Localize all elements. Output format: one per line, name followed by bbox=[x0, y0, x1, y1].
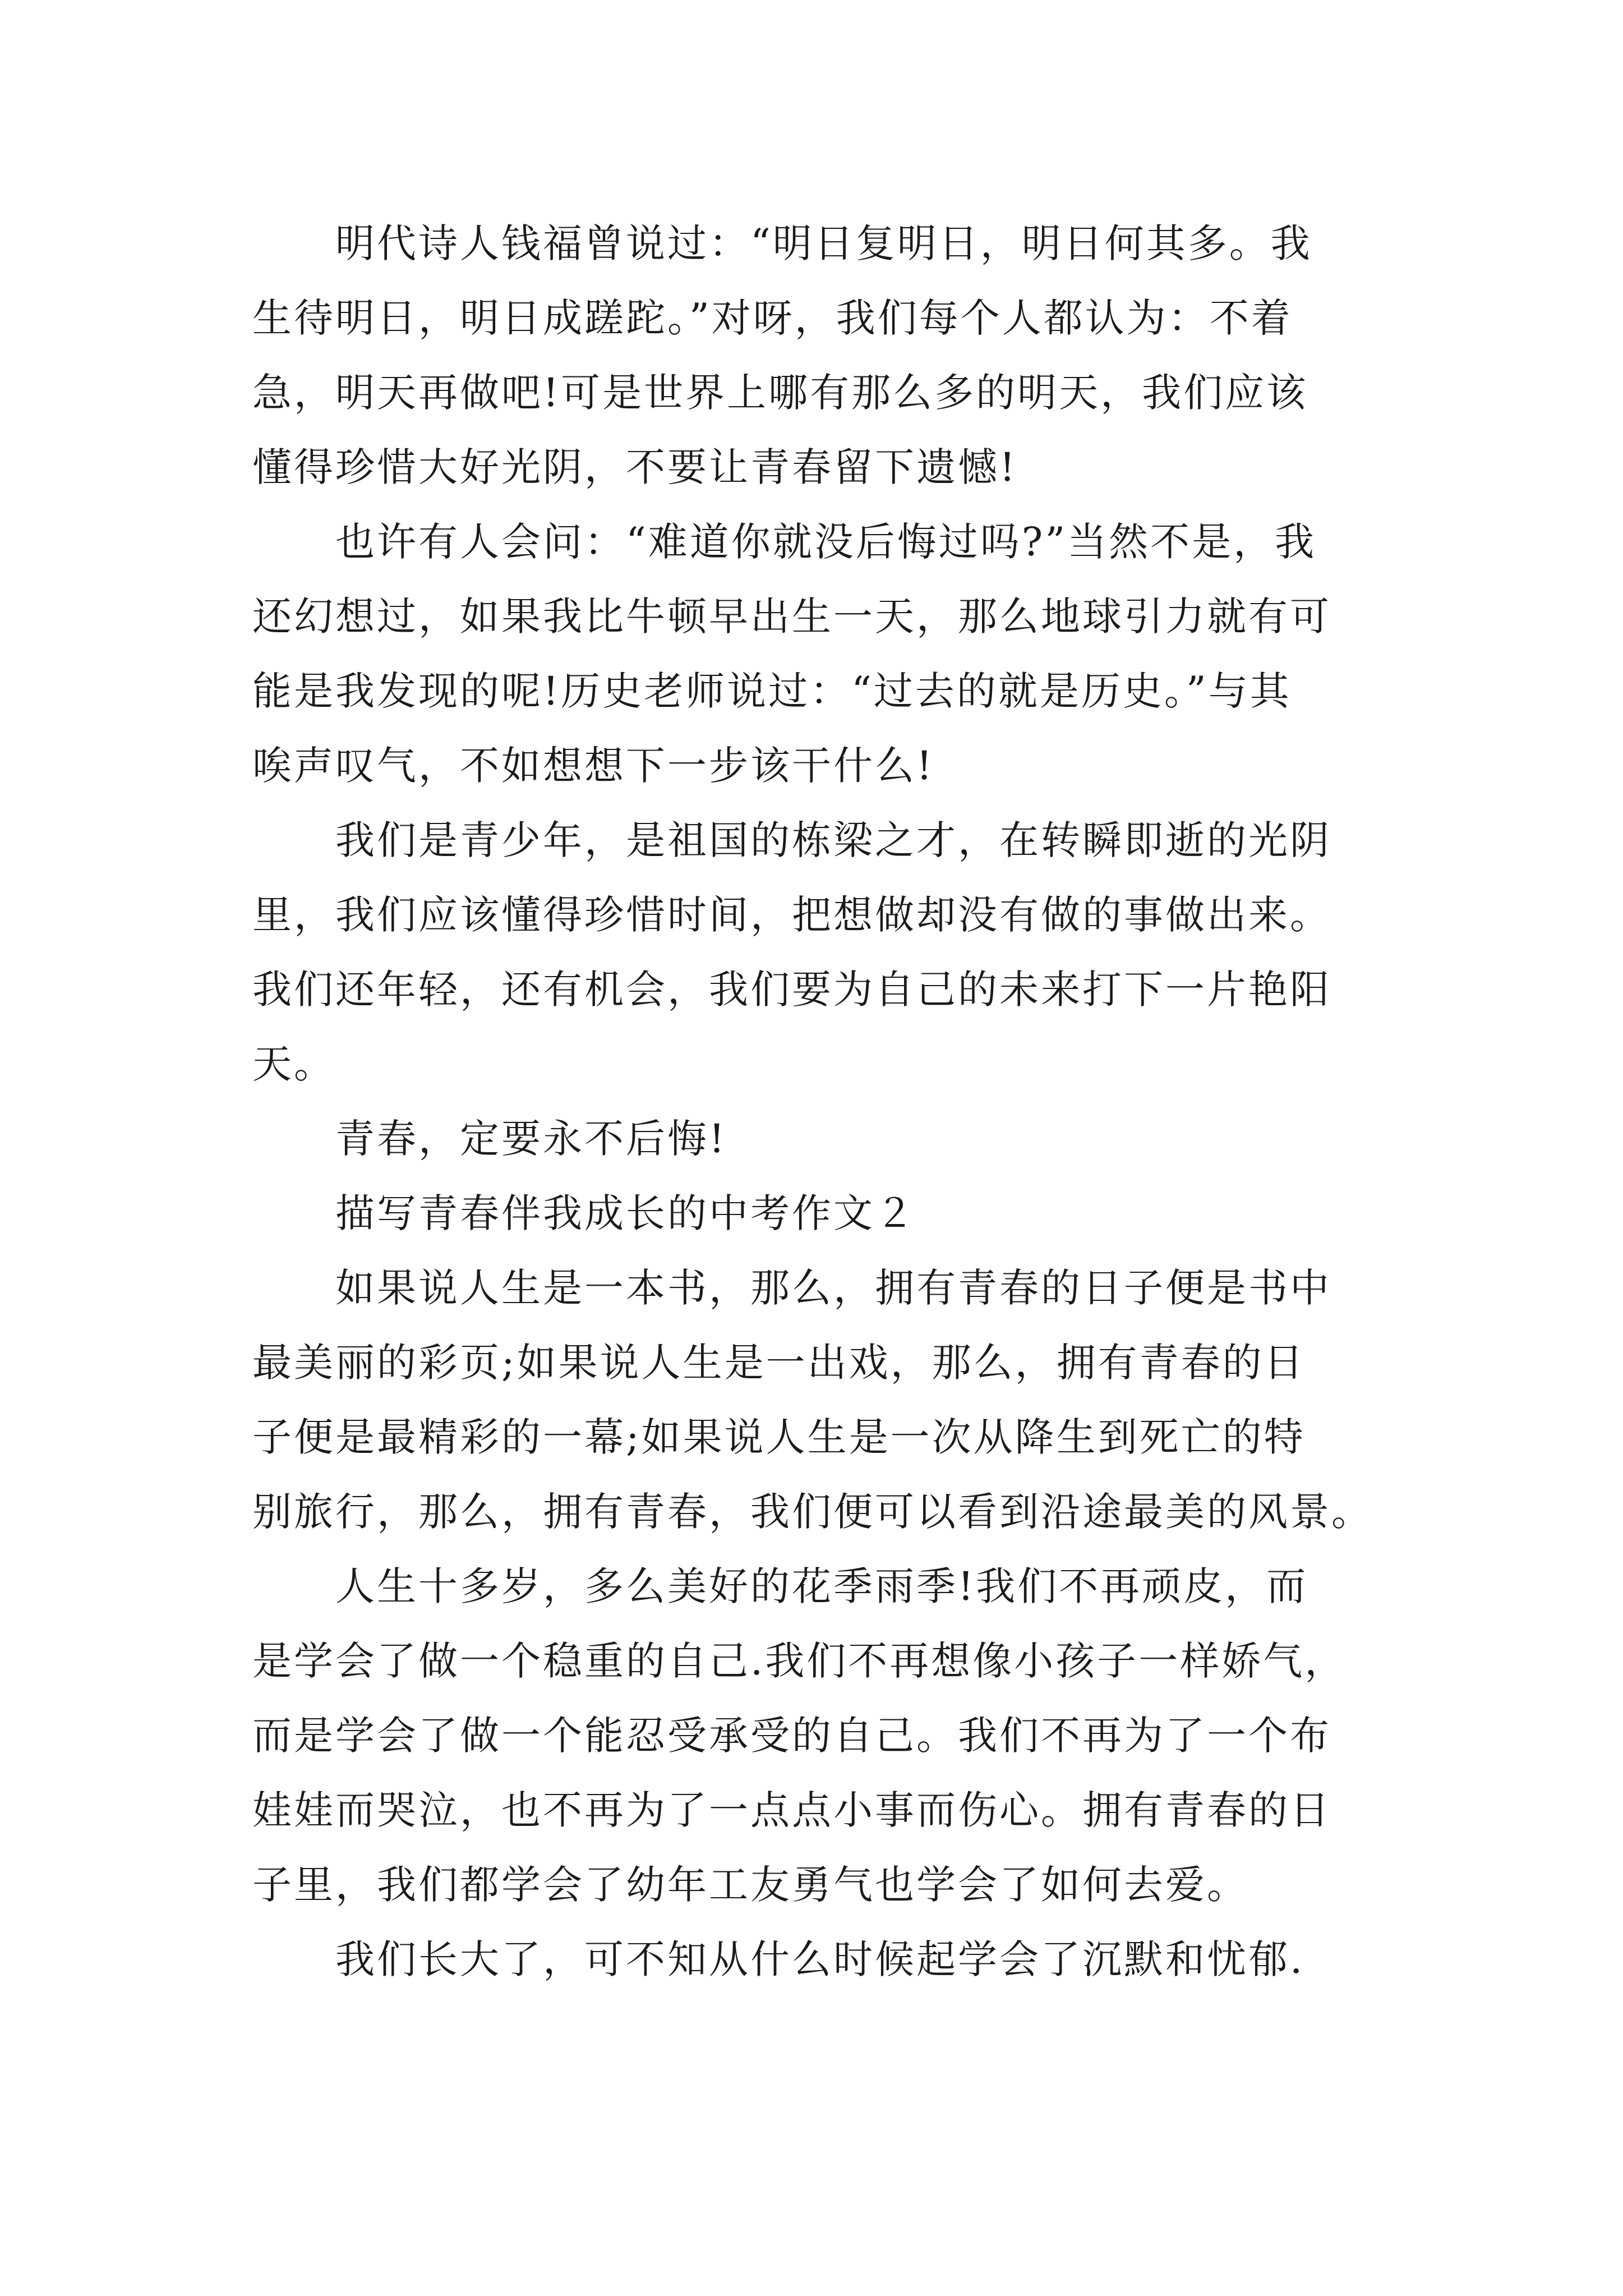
text-line: 子里，我们都学会了幼年工友勇气也学会了如何去爱。 bbox=[252, 1862, 1248, 1908]
text-line: 懂得珍惜大好光阴，不要让青春留下遗憾! bbox=[252, 444, 1018, 490]
text-line: 生待明日，明日成蹉跎。”对呀，我们每个人都认为：不着 bbox=[252, 295, 1293, 341]
text-line: 而是学会了做一个能忍受承受的自己。我们不再为了一个布 bbox=[252, 1713, 1331, 1759]
text-line: 是学会了做一个稳重的自己.我们不再想像小孩子一样娇气， bbox=[252, 1638, 1347, 1684]
text-line: 我们长大了，可不知从什么时候起学会了沉默和忧郁. bbox=[335, 1936, 1305, 1982]
text-line: 还幻想过，如果我比牛顿早出生一天，那么地球引力就有可 bbox=[252, 593, 1331, 639]
text-line: 描写青春伴我成长的中考作文２ bbox=[335, 1190, 916, 1236]
paragraph bbox=[252, 1251, 1391, 1549]
paragraph bbox=[252, 803, 1391, 1102]
text-line: 子便是最精彩的一幕;如果说人生是一次从降生到死亡的特 bbox=[252, 1414, 1306, 1460]
text-line: 能是我发现的呢!历史老师说过：“过去的就是历史。”与其 bbox=[252, 668, 1292, 714]
paragraph bbox=[252, 1549, 1391, 1922]
text-line: 明代诗人钱福曾说过：“明日复明日，明日何其多。我 bbox=[335, 220, 1312, 266]
text-line: 天。 bbox=[252, 1041, 335, 1087]
text-line: 人生十多岁，多么美好的花季雨季!我们不再顽皮，而 bbox=[335, 1563, 1308, 1609]
text-line: 我们是青少年，是祖国的栋梁之才，在转瞬即逝的光阴 bbox=[335, 817, 1331, 863]
text-line: 青春，定要永不后悔! bbox=[335, 1116, 727, 1162]
paragraph bbox=[252, 1922, 1391, 1997]
document-body bbox=[252, 206, 1391, 1997]
text-line: 里，我们应该懂得珍惜时间，把想做却没有做的事做出来。 bbox=[252, 892, 1331, 938]
text-line: 也许有人会问：“难道你就没后悔过吗?”当然不是，我 bbox=[335, 519, 1317, 565]
text-line: 别旅行，那么，拥有青春，我们便可以看到沿途最美的风景。 bbox=[252, 1489, 1373, 1535]
section-heading bbox=[252, 1176, 1391, 1251]
text-line: 我们还年轻，还有机会，我们要为自己的未来打下一片艳阳 bbox=[252, 967, 1331, 1013]
text-line: 娃娃而哭泣，也不再为了一点点小事而伤心。拥有青春的日 bbox=[252, 1787, 1331, 1833]
text-line: 如果说人生是一本书，那么，拥有青春的日子便是书中 bbox=[335, 1265, 1331, 1311]
paragraph bbox=[252, 206, 1391, 505]
text-line: 最美丽的彩页;如果说人生是一出戏，那么，拥有青春的日 bbox=[252, 1340, 1306, 1386]
text-line: 唉声叹气，不如想想下一步该干什么! bbox=[252, 743, 935, 789]
paragraph bbox=[252, 1102, 1391, 1176]
paragraph bbox=[252, 505, 1391, 803]
text-line: 急，明天再做吧!可是世界上哪有那么多的明天，我们应该 bbox=[252, 370, 1308, 416]
